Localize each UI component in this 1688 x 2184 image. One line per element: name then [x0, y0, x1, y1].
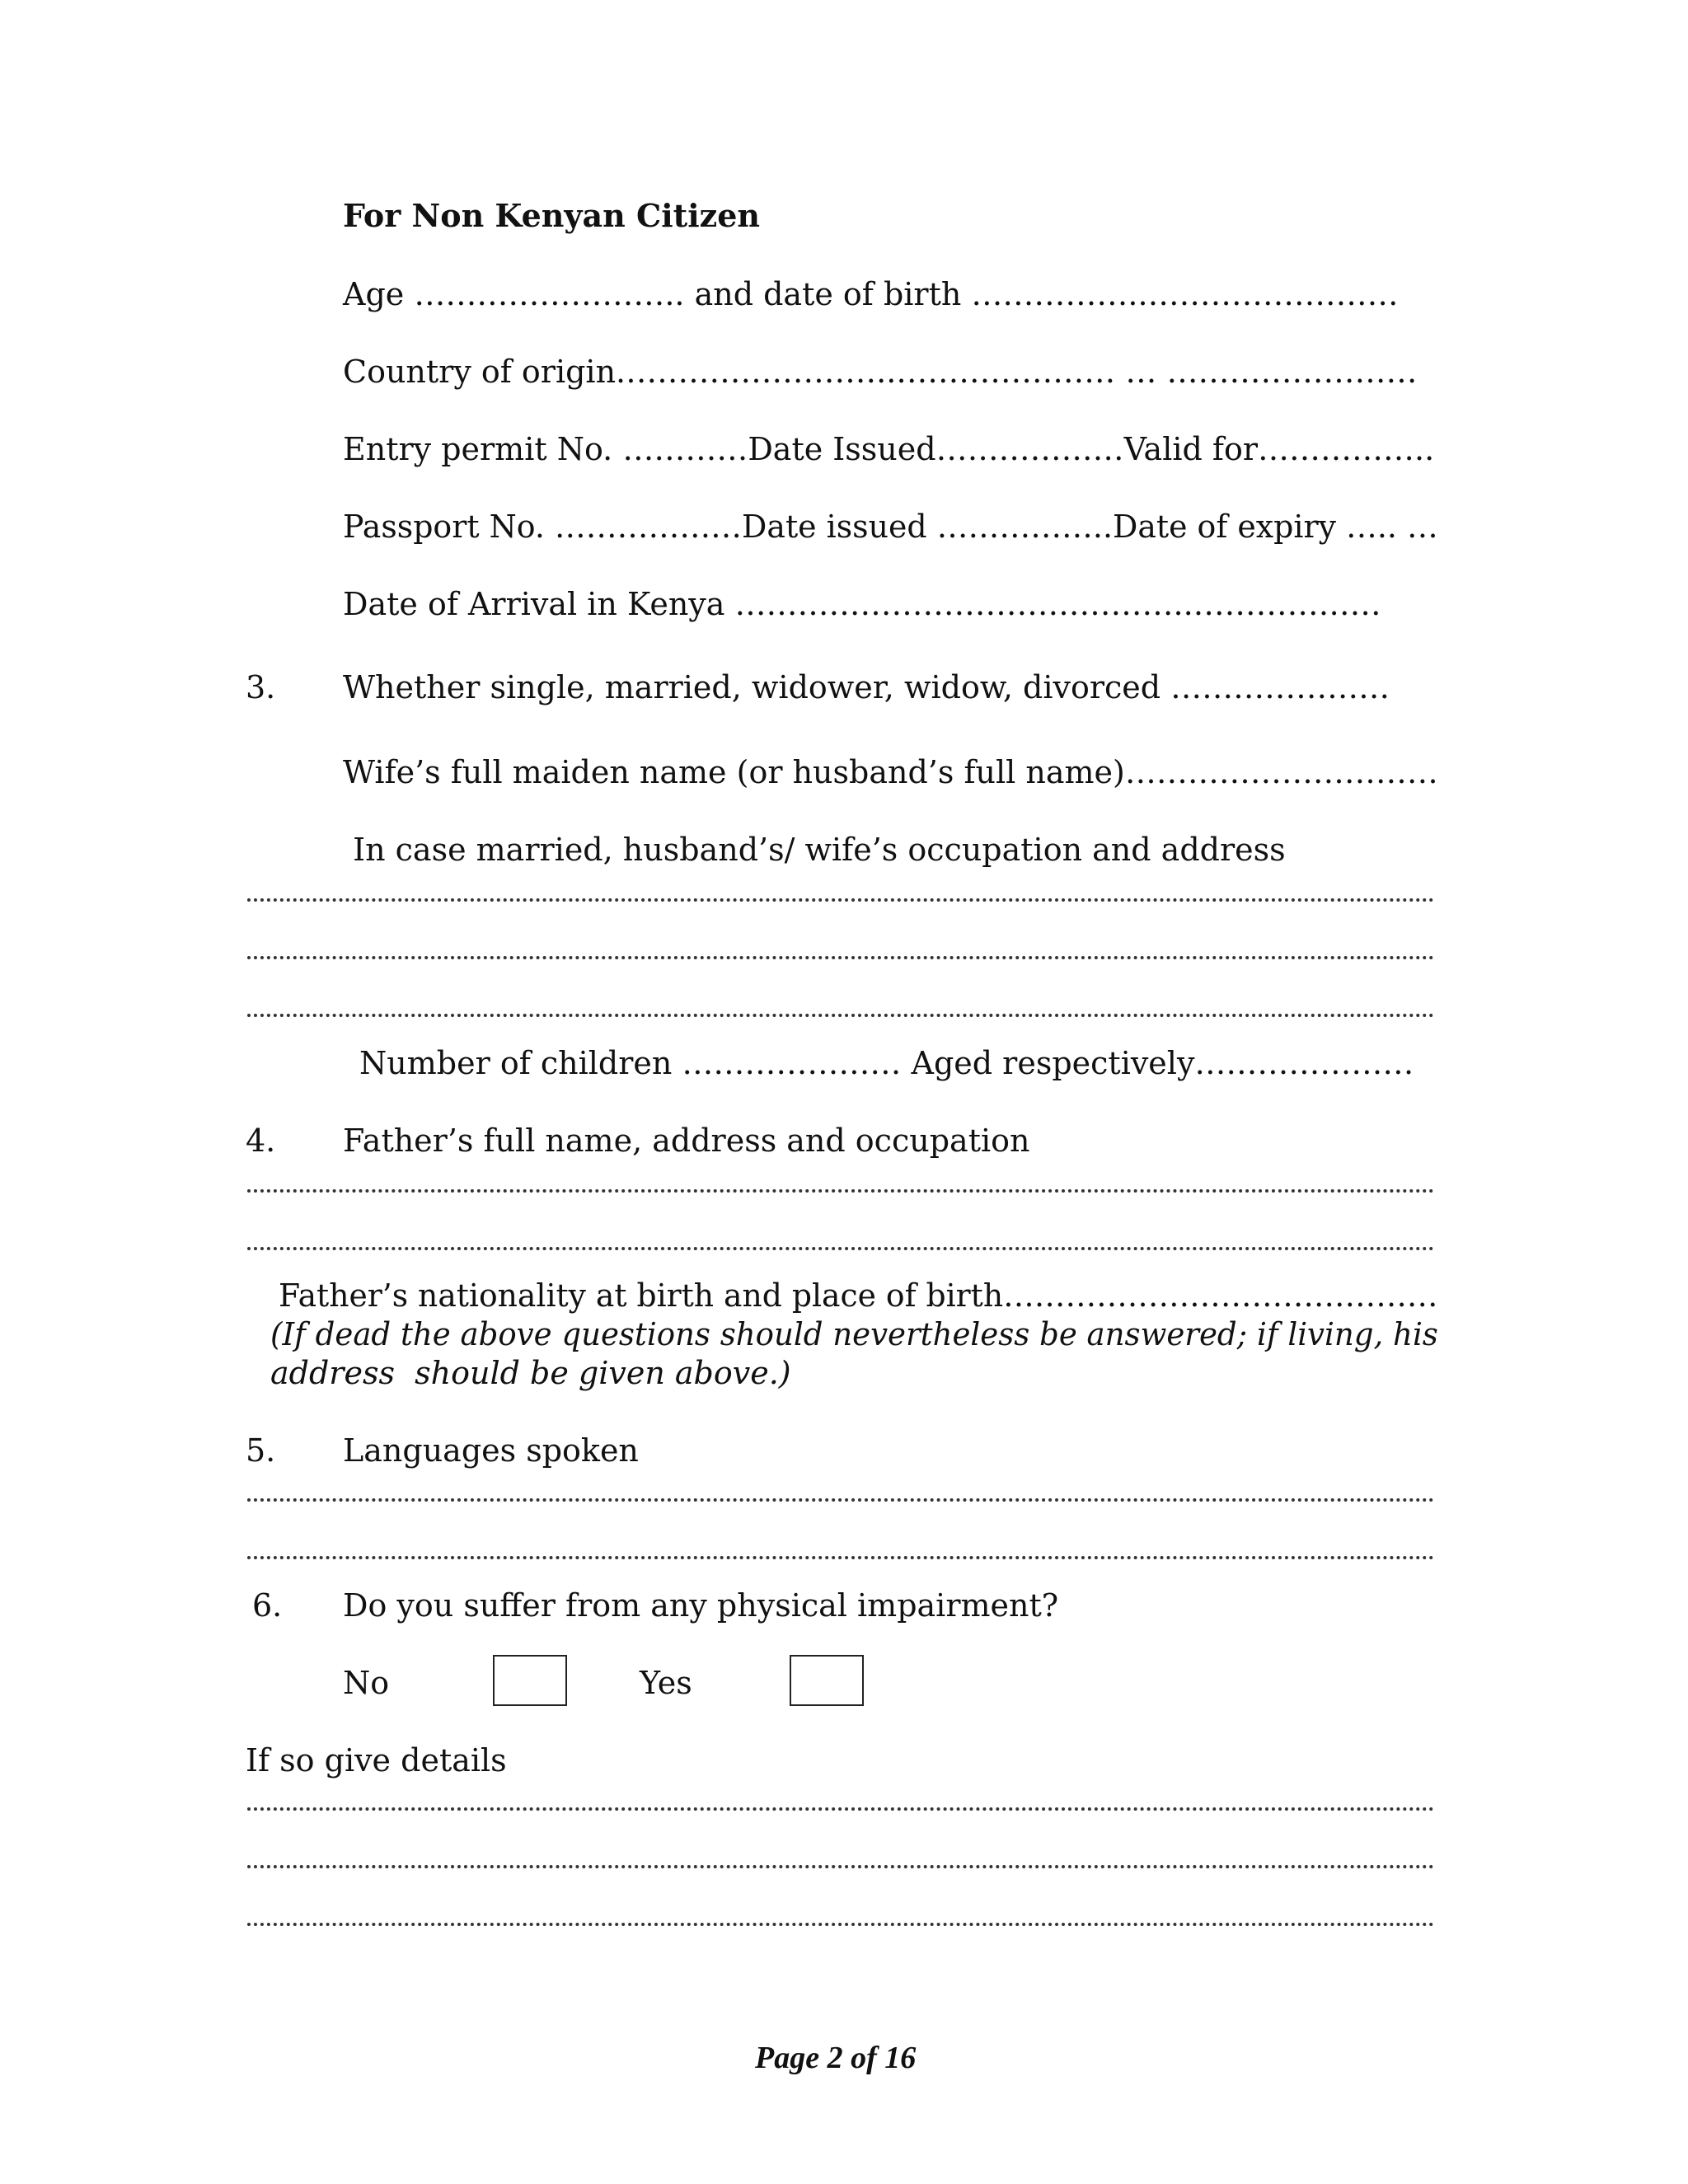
father-nationality-line: Father’s nationality at birth and place of birth……………………………………	[279, 1277, 1438, 1314]
spouse-occupation-label: In case married, husband’s/ wife’s occupation and address	[343, 832, 1286, 868]
no-checkbox[interactable]	[493, 1655, 567, 1706]
dotted-fill-line[interactable]	[247, 956, 1434, 959]
dotted-fill-line[interactable]	[247, 1865, 1434, 1868]
father-details-label: Father’s full name, address and occupation	[343, 1122, 1030, 1159]
dotted-fill-line[interactable]	[247, 1014, 1434, 1017]
page-number: Page 2 of 16	[755, 2041, 917, 2075]
dotted-fill-line[interactable]	[247, 1923, 1434, 1926]
yes-label: Yes	[640, 1665, 692, 1701]
dotted-fill-line[interactable]	[247, 1189, 1434, 1193]
dotted-fill-line[interactable]	[247, 898, 1434, 902]
dotted-fill-line[interactable]	[247, 1807, 1434, 1811]
question-4-number: 4.	[246, 1122, 276, 1159]
dotted-fill-line[interactable]	[247, 1247, 1434, 1250]
dotted-fill-line[interactable]	[247, 1556, 1434, 1559]
spouse-name-line: Wife’s full maiden name (or husband’s full name)…………………………	[343, 754, 1438, 790]
languages-label: Languages spoken	[343, 1432, 639, 1469]
entry-permit-line: Entry permit No. …………Date Issued………………Valid for……………..	[343, 431, 1435, 467]
question-6-number: 6.	[252, 1587, 283, 1624]
age-line: Age …………………….. and date of birth ……………..……………………	[343, 276, 1399, 312]
section-heading: For Non Kenyan Citizen	[343, 197, 761, 234]
father-note-line-2: address should be given above.)	[270, 1355, 791, 1391]
country-of-origin-line: Country of origin.……………………..………………… … ……………………	[343, 354, 1418, 390]
passport-line: Passport No. ………………Date issued ……………..Date of expiry ….. …	[343, 509, 1438, 545]
question-3-number: 3.	[246, 669, 276, 705]
no-label: No	[343, 1665, 390, 1701]
impairment-question: Do you suffer from any physical impairment?	[343, 1587, 1059, 1624]
details-label: If so give details	[246, 1742, 507, 1779]
dotted-fill-line[interactable]	[247, 1498, 1434, 1502]
question-5-number: 5.	[246, 1432, 276, 1469]
arrival-date-line: Date of Arrival in Kenya ……………………………………..………………	[343, 586, 1381, 622]
yes-checkbox[interactable]	[790, 1655, 864, 1706]
children-line: Number of children ………………… Aged respectively…………………	[359, 1045, 1414, 1081]
father-note-line-1: (If dead the above questions should nevertheless be answered; if living, his	[270, 1316, 1438, 1352]
marital-status-line: Whether single, married, widower, widow, divorced …………………	[343, 669, 1390, 705]
